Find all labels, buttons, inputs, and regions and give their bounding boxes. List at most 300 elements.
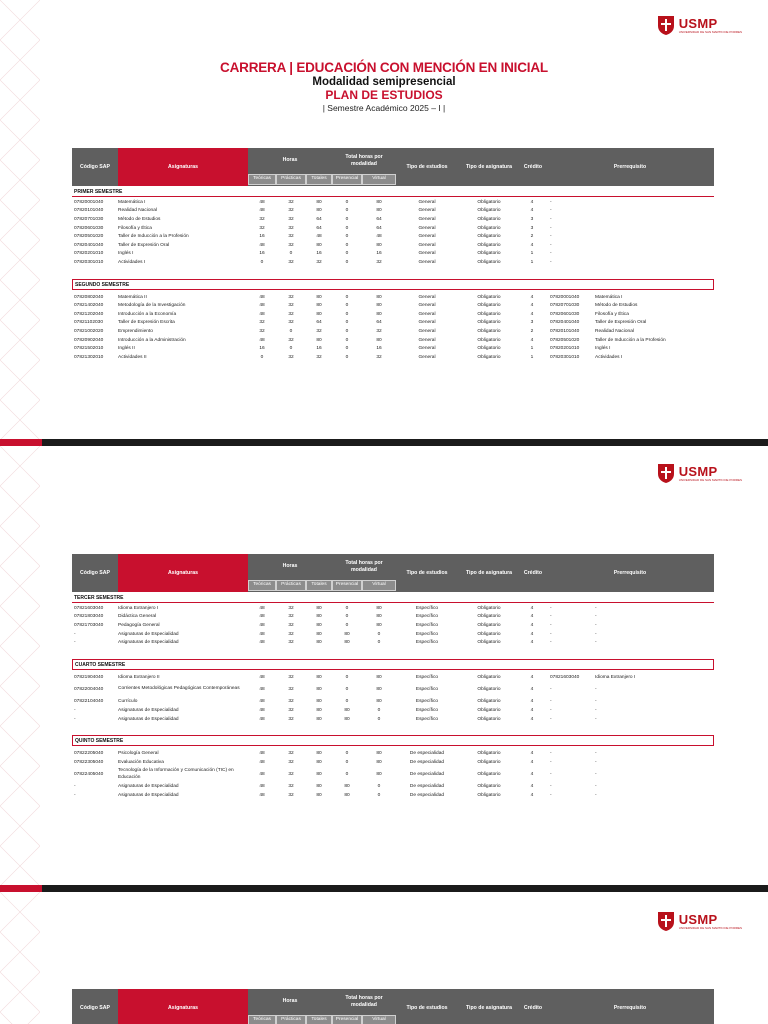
hours-totales: 80 bbox=[316, 751, 322, 757]
hours-presencial: 0 bbox=[345, 303, 349, 309]
hours-practicas: 32 bbox=[288, 225, 294, 231]
col-tipo-estudios: Tipo de estudios bbox=[406, 1004, 448, 1011]
course-code: 07821302010 bbox=[74, 354, 104, 360]
hours-totales: 80 bbox=[316, 687, 322, 693]
course-name: Filosofía y Ética bbox=[118, 225, 152, 231]
prerrequisito-name bbox=[595, 250, 714, 259]
col-asignaturas: Asignaturas bbox=[118, 989, 248, 1024]
tipo-estudios: Específico bbox=[415, 640, 439, 646]
usmp-logo bbox=[657, 910, 742, 932]
tipo-asignatura: Obligatorio bbox=[477, 605, 501, 611]
course-code: 07820001040 bbox=[74, 199, 104, 205]
course-row bbox=[72, 232, 714, 241]
tipo-asignatura: Obligatorio bbox=[477, 294, 501, 300]
hours-presencial: 0 bbox=[345, 328, 349, 334]
hours-teoricas: 48 bbox=[259, 208, 265, 214]
hours-teoricas: 48 bbox=[259, 707, 265, 713]
credito: 1 bbox=[530, 259, 534, 265]
hours-totales: 64 bbox=[316, 320, 322, 326]
credito: 1 bbox=[530, 354, 534, 360]
tipo-estudios: General bbox=[418, 303, 436, 309]
credito: 4 bbox=[530, 294, 534, 300]
shield-icon bbox=[657, 14, 675, 36]
course-code: 07821502010 bbox=[74, 346, 104, 352]
tipo-estudios: Específico bbox=[415, 707, 439, 713]
hours-virtual: 0 bbox=[377, 640, 381, 646]
hours-teoricas: 48 bbox=[259, 716, 265, 722]
hours-practicas: 32 bbox=[288, 614, 294, 620]
tipo-asignatura: Obligatorio bbox=[477, 251, 501, 257]
hours-totales: 16 bbox=[316, 251, 322, 257]
hours-practicas: 32 bbox=[288, 199, 294, 205]
prerrequisito-code: - bbox=[550, 259, 552, 265]
course-row bbox=[72, 749, 714, 758]
hours-teoricas: 48 bbox=[259, 759, 265, 765]
tipo-estudios: Específico bbox=[415, 631, 439, 637]
tipo-asignatura: Obligatorio bbox=[477, 208, 501, 214]
hours-practicas: 32 bbox=[288, 320, 294, 326]
document-page-1 bbox=[0, 0, 768, 446]
col-virtual: Virtual bbox=[362, 1015, 396, 1024]
hours-totales: 80 bbox=[316, 614, 322, 620]
tipo-asignatura: Obligatorio bbox=[477, 225, 501, 231]
plan-title: PLAN DE ESTUDIOS bbox=[325, 88, 443, 102]
hours-virtual: 80 bbox=[376, 605, 382, 611]
hours-presencial: 0 bbox=[345, 337, 349, 343]
col-presencial: Presencial bbox=[332, 580, 362, 591]
prerrequisito-code: 07820101040 bbox=[550, 328, 580, 334]
hours-teoricas: 16 bbox=[259, 346, 265, 352]
semestre-label: | Semestre Académico 2025 – I | bbox=[322, 103, 446, 113]
course-name: Corrientes Metodológicas Pedagógicas Contemporáneas bbox=[118, 686, 240, 692]
tipo-asignatura: Obligatorio bbox=[477, 716, 501, 722]
prerrequisito-code: 07821603040 bbox=[550, 674, 580, 680]
hours-practicas: 32 bbox=[288, 208, 294, 214]
course-row bbox=[72, 613, 714, 622]
credito: 4 bbox=[530, 311, 534, 317]
col-presencial: Presencial bbox=[332, 174, 362, 185]
tipo-estudios: Específico bbox=[415, 716, 439, 722]
hours-totales: 64 bbox=[316, 216, 322, 222]
hours-practicas: 32 bbox=[288, 792, 294, 798]
hours-virtual: 64 bbox=[376, 320, 382, 326]
hours-totales: 80 bbox=[316, 337, 322, 343]
logo-subtitle: UNIVERSIDAD DE SAN MARTIN DE PORRES bbox=[678, 477, 742, 482]
hours-presencial: 0 bbox=[345, 759, 349, 765]
course-name: Pedagogía General bbox=[118, 622, 160, 628]
col-codigo: Código SAP bbox=[80, 1004, 110, 1011]
col-teoricas: Teóricas bbox=[248, 580, 276, 591]
prerrequisito-name: Filosofía y Ética bbox=[595, 311, 629, 317]
tipo-estudios: De especialidad bbox=[409, 751, 445, 757]
col-total-modalidad: Total horas por modalidad bbox=[345, 153, 383, 167]
hours-virtual: 48 bbox=[376, 234, 382, 240]
course-code: - bbox=[74, 784, 76, 790]
hours-practicas: 32 bbox=[288, 674, 294, 680]
credito: 4 bbox=[530, 751, 534, 757]
prerrequisito-code: - bbox=[550, 251, 552, 257]
course-row bbox=[72, 310, 714, 319]
col-tipo-estudios: Tipo de estudios bbox=[406, 569, 448, 576]
credito: 4 bbox=[530, 614, 534, 620]
col-totales: Totales bbox=[306, 580, 332, 591]
usmp-logo bbox=[657, 462, 742, 484]
course-name: Actividades II bbox=[118, 354, 147, 360]
tipo-estudios: Específico bbox=[415, 687, 439, 693]
prerrequisito-code: - bbox=[550, 234, 552, 240]
course-name: Introducción a la Administración bbox=[118, 337, 186, 343]
course-code: 07820802040 bbox=[74, 294, 104, 300]
logo-name: USMP bbox=[678, 463, 718, 479]
hours-virtual: 80 bbox=[376, 199, 382, 205]
course-row bbox=[72, 336, 714, 345]
course-row bbox=[72, 715, 714, 724]
tipo-asignatura: Obligatorio bbox=[477, 303, 501, 309]
table-header bbox=[72, 554, 714, 592]
prerrequisito-name: Taller de Inducción a la Profesión bbox=[595, 337, 666, 343]
course-name: Idioma Extranjero I bbox=[118, 605, 159, 611]
hours-virtual: 64 bbox=[376, 216, 382, 222]
tipo-asignatura: Obligatorio bbox=[477, 320, 501, 326]
hours-teoricas: 32 bbox=[259, 225, 265, 231]
col-teoricas: Teóricas bbox=[248, 1015, 276, 1024]
course-code: 07820401040 bbox=[74, 242, 104, 248]
hours-teoricas: 48 bbox=[259, 772, 265, 778]
course-code: 07821102030 bbox=[74, 320, 103, 326]
logo-subtitle: UNIVERSIDAD DE SAN MARTIN DE PORRES bbox=[678, 29, 742, 34]
prerrequisito-code: 07820401040 bbox=[550, 320, 580, 326]
hours-virtual: 80 bbox=[376, 674, 382, 680]
course-name: Evaluación Educativa bbox=[118, 759, 164, 765]
prerrequisito-code: 07820501020 bbox=[550, 337, 580, 343]
prerrequisito-name: - bbox=[595, 759, 597, 765]
prerrequisito-code: - bbox=[550, 759, 552, 765]
col-total-modalidad: Total horas por modalidad bbox=[345, 994, 383, 1008]
col-tipo-asignatura: Tipo de asignatura bbox=[465, 163, 513, 170]
hours-teoricas: 48 bbox=[259, 631, 265, 637]
hours-virtual: 16 bbox=[376, 346, 382, 352]
credito: 4 bbox=[530, 759, 534, 765]
prerrequisito-name bbox=[595, 224, 714, 233]
prerrequisito-code: - bbox=[550, 751, 552, 757]
hours-teoricas: 48 bbox=[259, 337, 265, 343]
hours-presencial: 0 bbox=[345, 225, 349, 231]
course-row bbox=[72, 682, 714, 698]
course-row bbox=[72, 301, 714, 310]
hours-totales: 32 bbox=[316, 259, 322, 265]
prerrequisito-name: - bbox=[595, 707, 597, 713]
hours-presencial: 0 bbox=[345, 751, 349, 757]
credito: 1 bbox=[530, 251, 534, 257]
col-credito: Crédito bbox=[523, 569, 543, 576]
credito: 4 bbox=[530, 792, 534, 798]
logo-name: USMP bbox=[678, 15, 718, 31]
tipo-asignatura: Obligatorio bbox=[477, 687, 501, 693]
col-tipo-estudios: Tipo de estudios bbox=[406, 163, 448, 170]
hours-virtual: 80 bbox=[376, 699, 382, 705]
hours-virtual: 80 bbox=[376, 208, 382, 214]
tipo-asignatura: Obligatorio bbox=[477, 614, 501, 620]
hours-presencial: 0 bbox=[345, 259, 349, 265]
course-code: 07821803040 bbox=[74, 614, 104, 620]
tipo-asignatura: Obligatorio bbox=[477, 699, 501, 705]
hours-practicas: 32 bbox=[288, 311, 294, 317]
tipo-asignatura: Obligatorio bbox=[477, 759, 501, 765]
tipo-asignatura: Obligatorio bbox=[477, 242, 501, 248]
course-code: 07820201010 bbox=[74, 251, 104, 257]
course-name: Asignaturas de Especialidad bbox=[118, 792, 179, 798]
credito: 4 bbox=[530, 303, 534, 309]
course-code: 07822405040 bbox=[74, 772, 104, 778]
course-code: 07821002020 bbox=[74, 328, 104, 334]
credito: 4 bbox=[530, 784, 534, 790]
hours-totales: 80 bbox=[316, 622, 322, 628]
tipo-estudios: General bbox=[418, 259, 436, 265]
tipo-estudios: General bbox=[418, 216, 436, 222]
hours-totales: 80 bbox=[316, 716, 322, 722]
hours-virtual: 0 bbox=[377, 784, 381, 790]
tipo-estudios: De especialidad bbox=[409, 784, 445, 790]
col-practicas: Prácticas bbox=[276, 580, 306, 591]
prerrequisito-code: - bbox=[550, 605, 552, 611]
course-name: Inglés II bbox=[118, 346, 135, 352]
credito: 4 bbox=[530, 337, 534, 343]
credito: 4 bbox=[530, 699, 534, 705]
course-row bbox=[72, 630, 714, 639]
document-page-2 bbox=[0, 446, 768, 892]
prerrequisito-code: - bbox=[550, 199, 552, 205]
tipo-estudios: Específico bbox=[415, 605, 439, 611]
course-row bbox=[72, 706, 714, 715]
col-tipo-asignatura: Tipo de asignatura bbox=[465, 569, 513, 576]
hours-practicas: 32 bbox=[288, 259, 294, 265]
tipo-asignatura: Obligatorio bbox=[477, 772, 501, 778]
hours-presencial: 80 bbox=[344, 707, 350, 713]
hours-totales: 48 bbox=[316, 234, 322, 240]
credito: 3 bbox=[530, 320, 534, 326]
hours-totales: 80 bbox=[316, 199, 322, 205]
tipo-estudios: De especialidad bbox=[409, 772, 445, 778]
prerrequisito-code: - bbox=[550, 208, 552, 214]
tipo-asignatura: Obligatorio bbox=[477, 199, 501, 205]
col-practicas: Prácticas bbox=[276, 174, 306, 185]
hours-teoricas: 16 bbox=[259, 234, 265, 240]
hours-virtual: 64 bbox=[376, 225, 382, 231]
prerrequisito-name: Taller de Expresión Oral bbox=[595, 320, 647, 326]
prerrequisito-name: - bbox=[595, 687, 597, 693]
hours-virtual: 32 bbox=[376, 354, 382, 360]
hours-presencial: 0 bbox=[345, 251, 349, 257]
hours-practicas: 32 bbox=[288, 640, 294, 646]
course-row bbox=[72, 621, 714, 630]
course-code: 07822004040 bbox=[74, 687, 104, 693]
tipo-asignatura: Obligatorio bbox=[477, 216, 501, 222]
course-name: Asignaturas de Especialidad bbox=[118, 707, 179, 713]
tipo-estudios: General bbox=[418, 328, 436, 334]
hours-totales: 80 bbox=[316, 605, 322, 611]
course-code: 07821402040 bbox=[74, 303, 104, 309]
col-practicas: Prácticas bbox=[276, 1015, 306, 1024]
course-row bbox=[72, 224, 714, 233]
course-name: Taller de Expresión Oral bbox=[118, 242, 170, 248]
hours-virtual: 80 bbox=[376, 622, 382, 628]
course-name: Asignaturas de Especialidad bbox=[118, 631, 179, 637]
hours-virtual: 80 bbox=[376, 303, 382, 309]
hours-totales: 80 bbox=[316, 674, 322, 680]
course-name: Didáctica General bbox=[118, 614, 157, 620]
hours-presencial: 0 bbox=[345, 674, 349, 680]
hours-presencial: 80 bbox=[344, 640, 350, 646]
document-page-3 bbox=[0, 892, 768, 1024]
hours-virtual: 80 bbox=[376, 772, 382, 778]
hours-presencial: 80 bbox=[344, 631, 350, 637]
hours-virtual: 80 bbox=[376, 614, 382, 620]
prerrequisito-code: - bbox=[550, 242, 552, 248]
prerrequisito-code: - bbox=[550, 699, 552, 705]
hours-totales: 80 bbox=[316, 640, 322, 646]
shield-icon bbox=[657, 462, 675, 484]
hours-teoricas: 48 bbox=[259, 640, 265, 646]
tipo-estudios: General bbox=[418, 242, 436, 248]
hours-totales: 80 bbox=[316, 303, 322, 309]
tipo-asignatura: Obligatorio bbox=[477, 751, 501, 757]
hours-presencial: 0 bbox=[345, 320, 349, 326]
prerrequisito-code: - bbox=[550, 784, 552, 790]
hours-presencial: 0 bbox=[345, 311, 349, 317]
course-code: 07821202040 bbox=[74, 311, 104, 317]
course-code: 07821904040 bbox=[74, 674, 104, 680]
hours-presencial: 80 bbox=[344, 716, 350, 722]
prerrequisito-name bbox=[595, 215, 714, 224]
course-name: Matemática I bbox=[118, 199, 146, 205]
credito: 4 bbox=[530, 242, 534, 248]
tipo-asignatura: Obligatorio bbox=[477, 311, 501, 317]
course-code: 07820501020 bbox=[74, 234, 104, 240]
tipo-estudios: De especialidad bbox=[409, 792, 445, 798]
hours-practicas: 32 bbox=[288, 354, 294, 360]
course-name: Metodología de la Investigación bbox=[118, 303, 186, 309]
hours-virtual: 80 bbox=[376, 337, 382, 343]
hours-practicas: 32 bbox=[288, 759, 294, 765]
col-teoricas: Teóricas bbox=[248, 174, 276, 185]
hours-practicas: 32 bbox=[288, 699, 294, 705]
tipo-estudios: General bbox=[418, 199, 436, 205]
course-row bbox=[72, 638, 714, 647]
prerrequisito-code: - bbox=[550, 216, 552, 222]
modalidad-subtitle: Modalidad semipresencial bbox=[312, 76, 456, 88]
prerrequisito-name: - bbox=[595, 699, 597, 705]
hours-practicas: 32 bbox=[288, 687, 294, 693]
course-code: 07820902040 bbox=[74, 337, 104, 343]
tipo-asignatura: Obligatorio bbox=[477, 674, 501, 680]
col-asignaturas: Asignaturas bbox=[118, 554, 248, 592]
course-row bbox=[72, 673, 714, 682]
hours-practicas: 0 bbox=[289, 328, 293, 334]
credito: 4 bbox=[530, 640, 534, 646]
prerrequisito-code: - bbox=[550, 640, 552, 646]
table-header bbox=[72, 148, 714, 186]
prerrequisito-code: - bbox=[550, 631, 552, 637]
hours-totales: 32 bbox=[316, 354, 322, 360]
credito: 4 bbox=[530, 772, 534, 778]
hours-totales: 80 bbox=[316, 792, 322, 798]
hours-virtual: 80 bbox=[376, 294, 382, 300]
tipo-estudios: General bbox=[418, 337, 436, 343]
course-name: Actividades I bbox=[118, 259, 146, 265]
credito: 4 bbox=[530, 687, 534, 693]
semester-title: TERCER SEMESTRE bbox=[74, 595, 124, 601]
hours-virtual: 0 bbox=[377, 792, 381, 798]
credito: 4 bbox=[530, 199, 534, 205]
hours-teoricas: 48 bbox=[259, 622, 265, 628]
hours-practicas: 32 bbox=[288, 605, 294, 611]
prerrequisito-code: - bbox=[550, 614, 552, 620]
semester-title: SEGUNDO SEMESTRE bbox=[72, 279, 714, 290]
col-codigo: Código SAP bbox=[80, 569, 110, 576]
col-totales: Totales bbox=[306, 174, 332, 185]
prerrequisito-name: Matemática I bbox=[595, 294, 623, 300]
tipo-asignatura: Obligatorio bbox=[477, 784, 501, 790]
hours-virtual: 0 bbox=[377, 631, 381, 637]
course-row bbox=[72, 698, 714, 707]
course-code: 07820101040 bbox=[74, 208, 104, 214]
logo-subtitle: UNIVERSIDAD DE SAN MARTIN DE PORRES bbox=[678, 925, 742, 930]
course-code: - bbox=[74, 716, 76, 722]
hours-presencial: 0 bbox=[345, 605, 349, 611]
hours-practicas: 32 bbox=[288, 772, 294, 778]
hours-presencial: 80 bbox=[344, 784, 350, 790]
prerrequisito-code: 07820001040 bbox=[550, 294, 580, 300]
carrera-title: CARRERA | EDUCACIÓN CON MENCIÓN EN INICIAL bbox=[220, 60, 548, 75]
logo-name: USMP bbox=[678, 911, 718, 927]
col-virtual: Virtual bbox=[362, 580, 396, 591]
course-row bbox=[72, 353, 714, 362]
col-credito: Crédito bbox=[523, 1004, 543, 1011]
col-virtual: Virtual bbox=[362, 174, 396, 185]
prerrequisito-name: Actividades I bbox=[595, 354, 623, 360]
course-name: Realidad Nacional bbox=[118, 208, 157, 214]
prerrequisito-name: - bbox=[595, 640, 597, 646]
hours-teoricas: 16 bbox=[259, 251, 265, 257]
hours-teoricas: 48 bbox=[259, 687, 265, 693]
hours-totales: 64 bbox=[316, 225, 322, 231]
prerrequisito-name: - bbox=[595, 772, 597, 778]
credito: 4 bbox=[530, 707, 534, 713]
hours-teoricas: 32 bbox=[259, 328, 265, 334]
credito: 2 bbox=[530, 234, 534, 240]
course-row bbox=[72, 293, 714, 302]
semester-divider bbox=[72, 196, 714, 197]
hours-virtual: 32 bbox=[376, 259, 382, 265]
hours-teoricas: 48 bbox=[259, 784, 265, 790]
tipo-asignatura: Obligatorio bbox=[477, 640, 501, 646]
tipo-asignatura: Obligatorio bbox=[477, 259, 501, 265]
col-credito: Crédito bbox=[523, 163, 543, 170]
prerrequisito-name: - bbox=[595, 605, 597, 611]
prerrequisito-code: - bbox=[550, 792, 552, 798]
hours-totales: 16 bbox=[316, 346, 322, 352]
hours-teoricas: 0 bbox=[260, 354, 264, 360]
hours-presencial: 0 bbox=[345, 699, 349, 705]
prerrequisito-name bbox=[595, 198, 714, 207]
course-name: Currículo bbox=[118, 699, 138, 705]
hours-totales: 80 bbox=[316, 242, 322, 248]
hours-virtual: 80 bbox=[376, 751, 382, 757]
tipo-estudios: General bbox=[418, 311, 436, 317]
prerrequisito-name bbox=[595, 232, 714, 241]
hours-presencial: 0 bbox=[345, 346, 349, 352]
course-code: - bbox=[74, 707, 76, 713]
